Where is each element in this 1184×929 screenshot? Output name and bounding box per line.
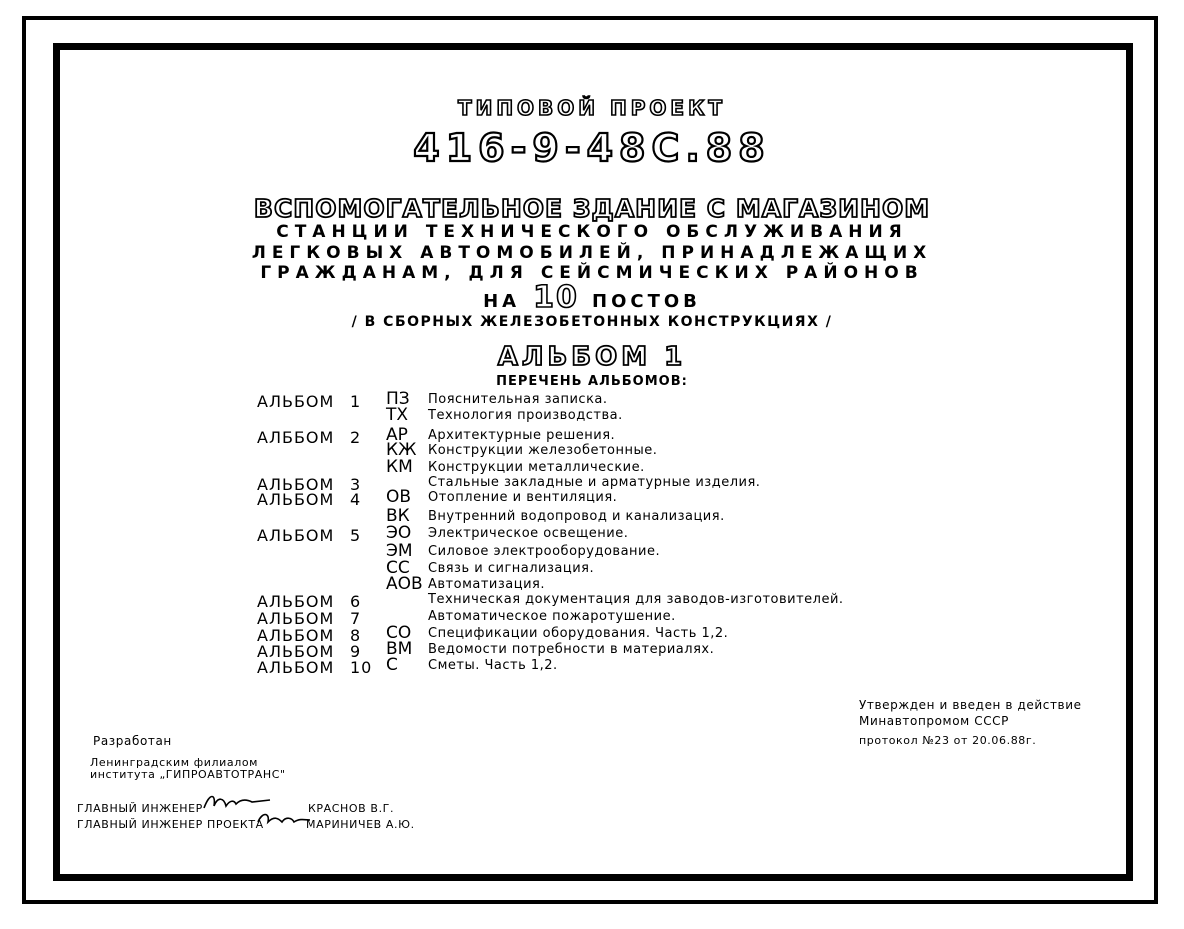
construction-note: / В СБОРНЫХ ЖЕЛЕЗОБЕТОННЫХ КОНСТРУКЦИЯХ /: [351, 314, 833, 330]
album-row-text: Конструкции железобетонные.: [428, 443, 658, 458]
album-row-text: Сметы. Часть 1,2.: [428, 658, 558, 673]
album-row-number: 4: [350, 490, 362, 509]
approval-line-2: Минавтопромом СССР: [859, 714, 1009, 728]
album-row-text: Спецификации оборудования. Часть 1,2.: [428, 626, 729, 641]
album-row-text: Силовое электрооборудование.: [428, 544, 661, 559]
album-row-code: СС: [386, 558, 410, 578]
album-row-number: 2: [350, 428, 362, 447]
title-main: ВСПОМОГАТЕЛЬНОЕ ЗДАНИЕ С МАГАЗИНОМ: [253, 194, 931, 223]
album-row-code: ВК: [386, 506, 410, 526]
chief-project-engineer-signature: [256, 808, 312, 830]
album-row-code: СО: [386, 623, 412, 643]
album-row-label: АЛЬБОМ: [257, 475, 335, 494]
album-row-text: Автоматическое пожаротушение.: [428, 609, 676, 624]
album-row-label: АЛЬБОМ: [257, 490, 335, 509]
album-row-text: Автоматизация.: [428, 577, 546, 592]
album-row-text: Техническая документация для заводов-изготовителей.: [428, 592, 844, 607]
album-row-label: АЛЬБОМ: [257, 526, 335, 545]
posts-prefix: НА: [483, 291, 521, 312]
album-row-text: Пояснительная записка.: [428, 392, 608, 407]
album-row-label: АЛЬБОМ: [257, 658, 335, 677]
album-row-text: Архитектурные решения.: [428, 428, 616, 443]
album-row-text: Электрическое освещение.: [428, 526, 629, 541]
album-row-code: КМ: [386, 457, 413, 477]
typical-project-label: ТИПОВОЙ ПРОЕКТ: [457, 96, 727, 120]
album-row-code: ТХ: [386, 405, 409, 425]
album-row-number: 7: [350, 609, 362, 628]
album-row-text: Внутренний водопровод и канализация.: [428, 509, 725, 524]
developer-org-line-1: Ленинградским филиалом: [90, 756, 259, 769]
album-row-label: АЛЬБОМ: [257, 592, 335, 611]
chief-engineer-role: ГЛАВНЫЙ ИНЖЕНЕР: [77, 802, 203, 815]
album-row-number: 8: [350, 626, 362, 645]
album-row-code: КЖ: [386, 440, 417, 460]
album-row-text: Стальные закладные и арматурные изделия.: [428, 475, 761, 490]
album-row-number: 3: [350, 475, 362, 494]
album-row-text: Конструкции металлические.: [428, 460, 645, 475]
album-row-code: ЭО: [386, 523, 412, 543]
album-row-label: АЛЬБОМ: [257, 642, 335, 661]
album-row-text: Отопление и вентиляция.: [428, 490, 618, 505]
album-row-code: ЭМ: [386, 541, 413, 561]
album-row-number: 9: [350, 642, 362, 661]
album-row-label: АЛЬБОМ: [257, 609, 335, 628]
album-row-label: АЛББОМ: [257, 428, 335, 447]
album-row-number: 1: [350, 392, 362, 411]
approval-line-3: протокол №23 от 20.06.88г.: [859, 734, 1037, 747]
album-row-label: АЛЬБОМ: [257, 626, 335, 645]
approval-line-1: Утвержден и введен в действие: [859, 698, 1082, 712]
posts-suffix: ПОСТОВ: [592, 291, 701, 312]
chief-project-engineer-name: МАРИНИЧЕВ А.Ю.: [306, 818, 415, 831]
album-row-code: АОВ: [386, 574, 423, 594]
album-list-title: ПЕРЕЧЕНЬ АЛЬБОМОВ:: [496, 374, 688, 389]
album-row-number: 10: [350, 658, 373, 677]
album-row-number: 5: [350, 526, 362, 545]
chief-project-engineer-role: ГЛАВНЫЙ ИНЖЕНЕР ПРОЕКТА: [77, 818, 264, 831]
posts-line: [0, 280, 1184, 315]
album-row-label: АЛЬБОМ: [257, 392, 335, 411]
album-row-code: ВМ: [386, 639, 413, 659]
album-heading: АЛЬБОМ 1: [497, 342, 687, 372]
album-row-code: ОВ: [386, 487, 412, 507]
developer-label: Разработан: [93, 734, 172, 748]
album-row-text: Связь и сигнализация.: [428, 561, 595, 576]
posts-number: 10: [533, 280, 579, 315]
developer-org-line-2: института „ГИПРОАВТОТРАНС": [90, 768, 286, 781]
title-line-3: ГРАЖДАНАМ, ДЛЯ СЕЙСМИЧЕСКИХ РАЙОНОВ: [260, 263, 924, 283]
album-row-text: Технология производства.: [428, 408, 623, 423]
chief-engineer-name: КРАСНОВ В.Г.: [308, 802, 395, 815]
title-line-2: ЛЕГКОВЫХ АВТОМОБИЛЕЙ, ПРИНАДЛЕЖАЩИХ: [251, 243, 933, 263]
album-row-number: 6: [350, 592, 362, 611]
album-row-code: АР: [386, 425, 408, 445]
project-number: 416-9-48С.88: [413, 126, 771, 170]
album-row-text: Ведомости потребности в материалях.: [428, 642, 715, 657]
title-line-1: СТАНЦИИ ТЕХНИЧЕСКОГО ОБСЛУЖИВАНИЯ: [276, 222, 908, 242]
album-row-code: С: [386, 655, 398, 675]
album-row-code: ПЗ: [386, 389, 410, 409]
